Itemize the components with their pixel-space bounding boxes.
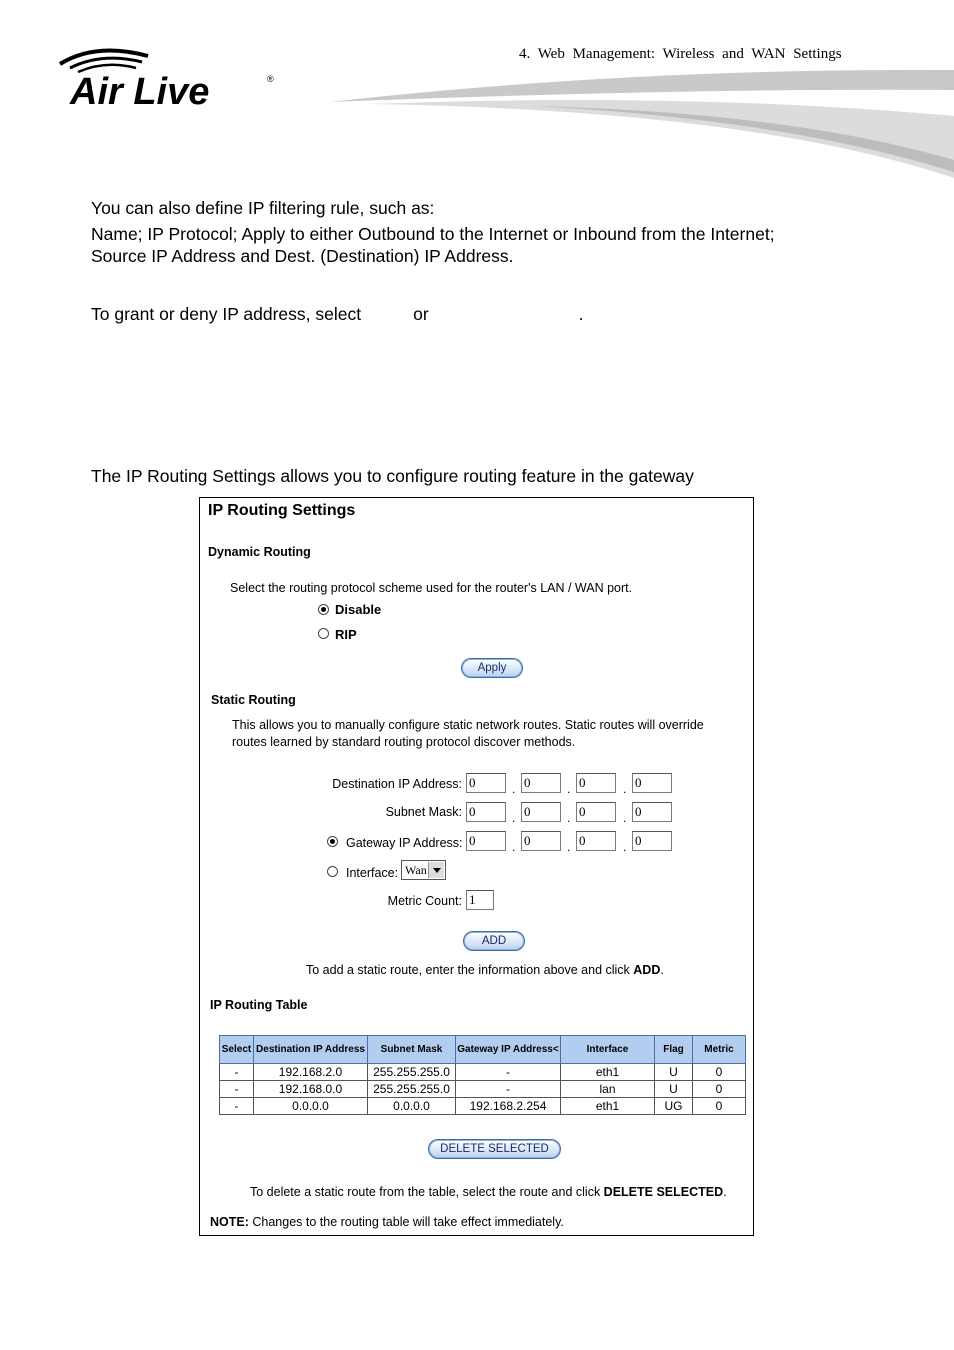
gateway-ip-octet-2[interactable]: 0 — [521, 831, 561, 851]
cell-subnet-mask: 255.255.255.0 — [368, 1081, 456, 1098]
rip-label: RIP — [335, 627, 357, 642]
routing-note-label: NOTE: — [210, 1215, 249, 1229]
ip-dot: . — [623, 840, 627, 854]
table-row[interactable] — [220, 1064, 746, 1081]
gateway-ip-octet-1[interactable]: 0 — [466, 831, 506, 851]
cell-gateway-ip: - — [456, 1064, 561, 1081]
cell-subnet-mask: 0.0.0.0 — [368, 1098, 456, 1115]
column-header-interface: Interface — [561, 1036, 655, 1064]
add-route-hint-bold: ADD — [633, 963, 661, 977]
cell-select[interactable]: - — [220, 1081, 254, 1098]
cell-destination-ip: 0.0.0.0 — [254, 1098, 368, 1115]
destination-ip-octet-3[interactable]: 0 — [576, 773, 616, 793]
header-swoosh — [330, 60, 954, 190]
routing-note-text: Changes to the routing table will take effect immediately. — [248, 1215, 564, 1229]
cell-destination-ip: 192.168.2.0 — [254, 1064, 368, 1081]
cell-metric: 0 — [693, 1098, 746, 1115]
cell-gateway-ip: 192.168.2.254 — [456, 1098, 561, 1115]
column-header-select: Select — [220, 1036, 254, 1064]
add-route-hint-text: To add a static route, enter the information above and click — [306, 963, 634, 977]
interface-select[interactable] — [401, 860, 446, 880]
paragraph-ip-filter: You can also define IP filtering rule, such as: — [91, 198, 435, 218]
ip-dot: . — [567, 840, 571, 854]
subnet-mask-label: Subnet Mask: — [385, 805, 462, 819]
gateway-ip-octet-4[interactable]: 0 — [632, 831, 672, 851]
chevron-down-icon[interactable] — [428, 862, 444, 878]
static-routing-desc-2: routes learned by standard routing protocol discover methods. — [232, 735, 576, 749]
column-header-gateway-ip: Gateway IP Address< — [456, 1036, 561, 1064]
interface-radio[interactable] — [327, 866, 338, 877]
delete-route-hint-end: . — [723, 1185, 727, 1199]
delete-route-hint — [250, 1185, 727, 1199]
cell-flag: UG — [655, 1098, 693, 1115]
cell-subnet-mask: 255.255.255.0 — [368, 1064, 456, 1081]
dynamic-routing-heading: Dynamic Routing — [208, 545, 311, 559]
column-header-subnet-mask: Subnet Mask — [368, 1036, 456, 1064]
gateway-ip-label: Gateway IP Address: — [346, 836, 463, 850]
ip-dot: . — [567, 811, 571, 825]
paragraph-ip-filter-fields-1: Name; IP Protocol; Apply to either Outbound to the Internet or Inbound from the Internet; — [91, 224, 775, 244]
airlive-logo — [56, 44, 296, 108]
destination-ip-octet-1[interactable]: 0 — [466, 773, 506, 793]
apply-button[interactable]: Apply — [461, 658, 523, 678]
delete-route-hint-bold: DELETE SELECTED — [603, 1185, 724, 1199]
chapter-title: 4. Web Management: Wireless and WAN Settings — [519, 46, 842, 62]
cell-flag: U — [655, 1081, 693, 1098]
ip-dot: . — [512, 782, 516, 796]
subnet-mask-octet-2[interactable]: 0 — [521, 802, 561, 822]
svg-text:Air Live: Air Live — [70, 71, 210, 108]
subnet-mask-octet-4[interactable]: 0 — [632, 802, 672, 822]
cell-select[interactable]: - — [220, 1098, 254, 1115]
cell-interface: eth1 — [561, 1098, 655, 1115]
add-route-hint — [306, 963, 664, 977]
static-routing-heading: Static Routing — [211, 693, 296, 707]
delete-selected-button[interactable]: DELETE SELECTED — [428, 1139, 561, 1159]
disable-label: Disable — [335, 602, 382, 617]
disable-radio[interactable] — [318, 604, 329, 615]
rip-radio[interactable] — [318, 628, 329, 639]
cell-select[interactable]: - — [220, 1064, 254, 1081]
interface-select-value: Wan — [405, 863, 427, 877]
cell-metric: 0 — [693, 1081, 746, 1098]
cell-destination-ip: 192.168.0.0 — [254, 1081, 368, 1098]
table-header-row — [220, 1036, 746, 1064]
column-header-metric: Metric — [693, 1036, 746, 1064]
ip-dot: . — [567, 782, 571, 796]
delete-route-hint-text: To delete a static route from the table, select the route and click — [250, 1185, 604, 1199]
panel-title: IP Routing Settings — [208, 502, 356, 519]
ip-routing-table — [219, 1035, 746, 1115]
ip-dot: . — [623, 811, 627, 825]
metric-count-label: Metric Count: — [387, 894, 462, 908]
subnet-mask-octet-1[interactable]: 0 — [466, 802, 506, 822]
svg-text:®: ® — [267, 74, 274, 84]
metric-count-input[interactable]: 1 — [466, 890, 494, 910]
grant-deny-text-a: To grant or deny IP address, select — [91, 304, 362, 324]
grant-deny-text-c: . — [578, 304, 584, 324]
grant-deny-text-b: or — [413, 304, 429, 324]
cell-interface: eth1 — [561, 1064, 655, 1081]
gateway-ip-radio[interactable] — [327, 836, 338, 847]
table-row[interactable] — [220, 1098, 746, 1115]
gateway-ip-octet-3[interactable]: 0 — [576, 831, 616, 851]
table-row[interactable] — [220, 1081, 746, 1098]
cell-gateway-ip: - — [456, 1081, 561, 1098]
add-route-hint-end: . — [660, 963, 664, 977]
destination-ip-octet-4[interactable]: 0 — [632, 773, 672, 793]
subnet-mask-octet-3[interactable]: 0 — [576, 802, 616, 822]
ip-routing-settings-panel — [199, 497, 754, 1236]
static-routing-desc-1: This allows you to manually configure static network routes. Static routes will override — [232, 718, 704, 732]
interface-label: Interface: — [346, 866, 399, 880]
column-header-destination-ip: Destination IP Address — [254, 1036, 368, 1064]
cell-flag: U — [655, 1064, 693, 1081]
add-button[interactable]: ADD — [463, 931, 525, 951]
paragraph-ip-routing: The IP Routing Settings allows you to configure routing feature in the gateway — [91, 466, 694, 486]
ip-dot: . — [512, 811, 516, 825]
cell-metric: 0 — [693, 1064, 746, 1081]
ip-dot: . — [512, 840, 516, 854]
destination-ip-octet-2[interactable]: 0 — [521, 773, 561, 793]
paragraph-grant-deny — [91, 303, 584, 325]
dynamic-routing-desc: Select the routing protocol scheme used for the router's LAN / WAN port. — [230, 581, 633, 595]
paragraph-ip-filter-fields-2: Source IP Address and Dest. (Destination) IP Address. — [91, 246, 514, 266]
cell-interface: lan — [561, 1081, 655, 1098]
ip-dot: . — [623, 782, 627, 796]
routing-note — [210, 1215, 564, 1229]
column-header-flag: Flag — [655, 1036, 693, 1064]
destination-ip-label: Destination IP Address: — [332, 777, 462, 791]
ip-routing-table-heading: IP Routing Table — [210, 998, 308, 1012]
